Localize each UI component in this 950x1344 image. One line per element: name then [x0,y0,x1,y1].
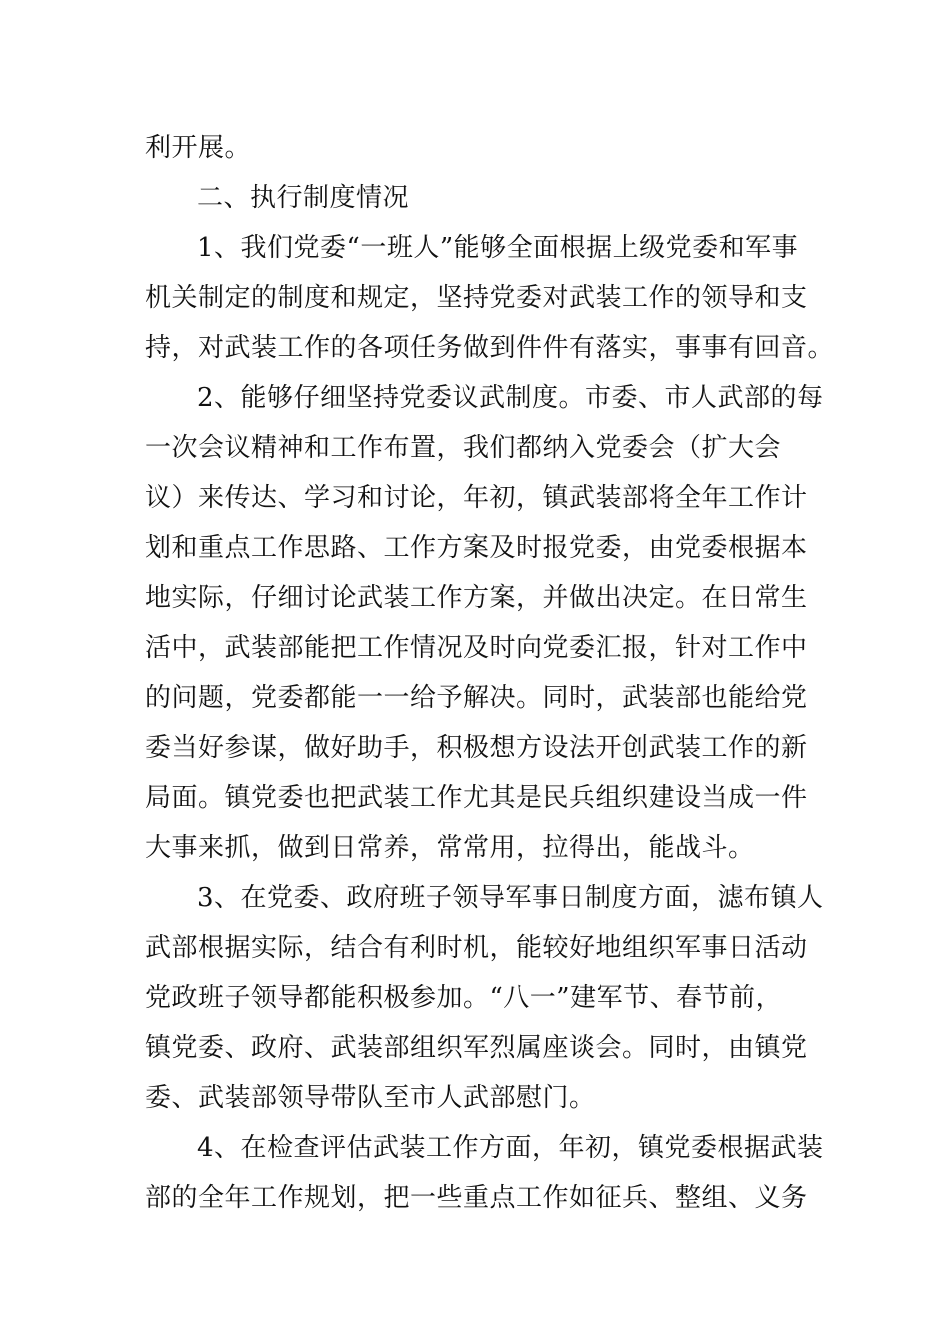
text-line: 党政班子领导都能积极参加。“八一”建军节、春节前， [145,983,783,1013]
text-line: 镇党委、政府、武装部组织军烈属座谈会。同时，由镇党 [145,1033,808,1063]
text-line: 部的全年工作规划，把一些重点工作如征兵、整组、义务 [145,1183,808,1213]
text-line: 委、武装部领导带队至市人武部慰门。 [145,1083,596,1113]
text-line: 局面。镇党委也把武装工作尤其是民兵组织建设当成一件 [145,783,808,813]
text-line: 利开展。 [145,133,252,163]
text-line: 3、在党委、政府班子领导军事日制度方面，滤布镇人 [197,883,824,913]
text-line: 活中，武装部能把工作情况及时向党委汇报，针对工作中 [145,633,808,663]
text-line: 委当好参谋，做好助手，积极想方设法开创武装工作的新 [145,733,808,763]
text-line: 一次会议精神和工作布置，我们都纳入党委会（扩大会 [145,433,782,463]
text-line: 划和重点工作思路、工作方案及时报党委，由党委根据本 [145,533,808,563]
text-line: 地实际，仔细讨论武装工作方案，并做出决定。在日常生 [145,583,808,613]
text-line: 武部根据实际，结合有利时机，能较好地组织军事日活动 [145,933,808,963]
text-line: 1、我们党委“一班人”能够全面根据上级党委和军事 [197,233,799,263]
text-line: 机关制定的制度和规定，坚持党委对武装工作的领导和支 [145,283,808,313]
text-line: 4、在检查评估武装工作方面，年初，镇党委根据武装 [197,1133,824,1163]
text-line: 的问题，党委都能一一给予解决。同时，武装部也能给党 [145,683,808,713]
text-line: 2、能够仔细坚持党委议武制度。市委、市人武部的每 [197,383,824,413]
text-line: 大事来抓，做到日常养，常常用，拉得出，能战斗。 [145,833,755,863]
text-line: 议）来传达、学习和讨论，年初，镇武装部将全年工作计 [145,483,808,513]
text-line: 持，对武装工作的各项任务做到件件有落实，事事有回音。 [145,333,835,363]
section-heading: 二、执行制度情况 [197,183,410,213]
